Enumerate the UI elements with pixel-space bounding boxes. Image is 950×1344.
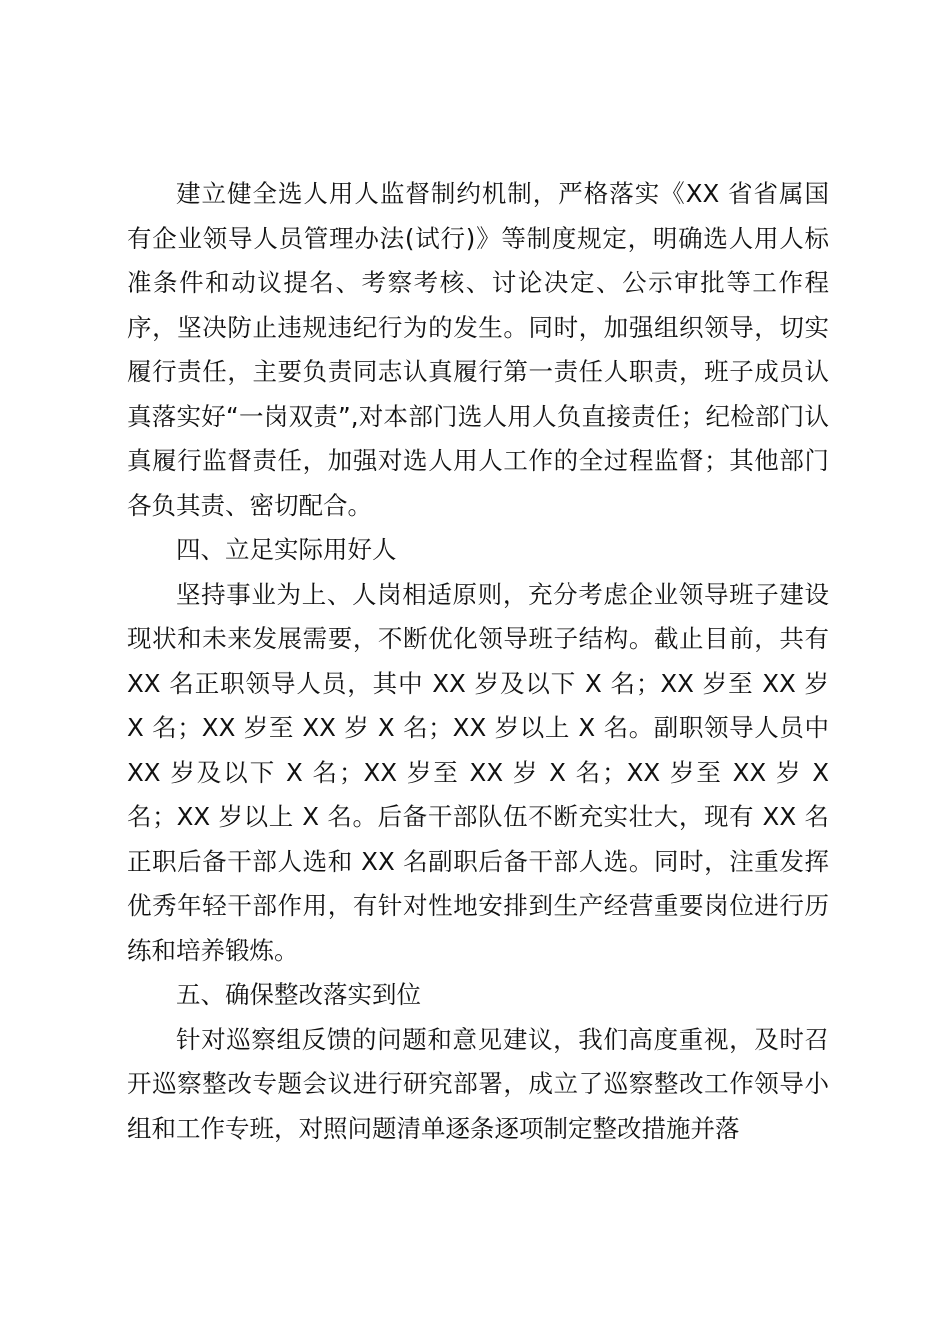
paragraph-leadership-structure: 坚持事业为上、人岗相适原则，充分考虑企业领导班子建设现状和未来发展需要，不断优化领导班子结构。截止目前，共有 XX 名正职领导人员，其中 XX 岁及以下 X 名；XX 岁至 XX 岁 X 名；XX 岁至 XX 岁 X 名；XX 岁以上 X 名。副职领导人员中 XX 岁及以下 X 名；XX 岁至 XX 岁 X 名；XX 岁至 XX 岁 X 名；XX 岁以上 X 名。后备干部队伍不断充实壮大，现有 XX 名正职后备干部人选和 XX 名副职后备干部人选。同时，注重发挥优秀年轻干部作用，有针对性地安排到生产经营重要岗位进行历练和培养锻炼。 (127, 579, 829, 965)
paragraph-rectification: 针对巡察组反馈的问题和意见建议，我们高度重视，及时召开巡察整改专题会议进行研究部署，成立了巡察整改工作领导小组和工作专班，对照问题清单逐条逐项制定整改措施并落 (127, 1024, 829, 1143)
section-heading-four: 四、立足实际用好人 (176, 535, 397, 564)
section-heading-five: 五、确保整改落实到位 (176, 980, 421, 1009)
paragraph-selection-supervision: 建立健全选人用人监督制约机制，严格落实《XX 省省属国有企业领导人员管理办法(试行)》等制度规定，明确选人用人标准条件和动议提名、考察考核、讨论决定、公示审批等工作程序，坚决防止违规违纪行为的发生。同时，加强组织领导，切实履行责任，主要负责同志认真履行第一责任人职责，班子成员认真落实好“一岗双责”,对本部门选人用人负直接责任；纪检部门认真履行监督责任，加强对选人用人工作的全过程监督；其他部门各负其责、密切配合。 (127, 179, 829, 520)
document-body (127, 172, 829, 1151)
